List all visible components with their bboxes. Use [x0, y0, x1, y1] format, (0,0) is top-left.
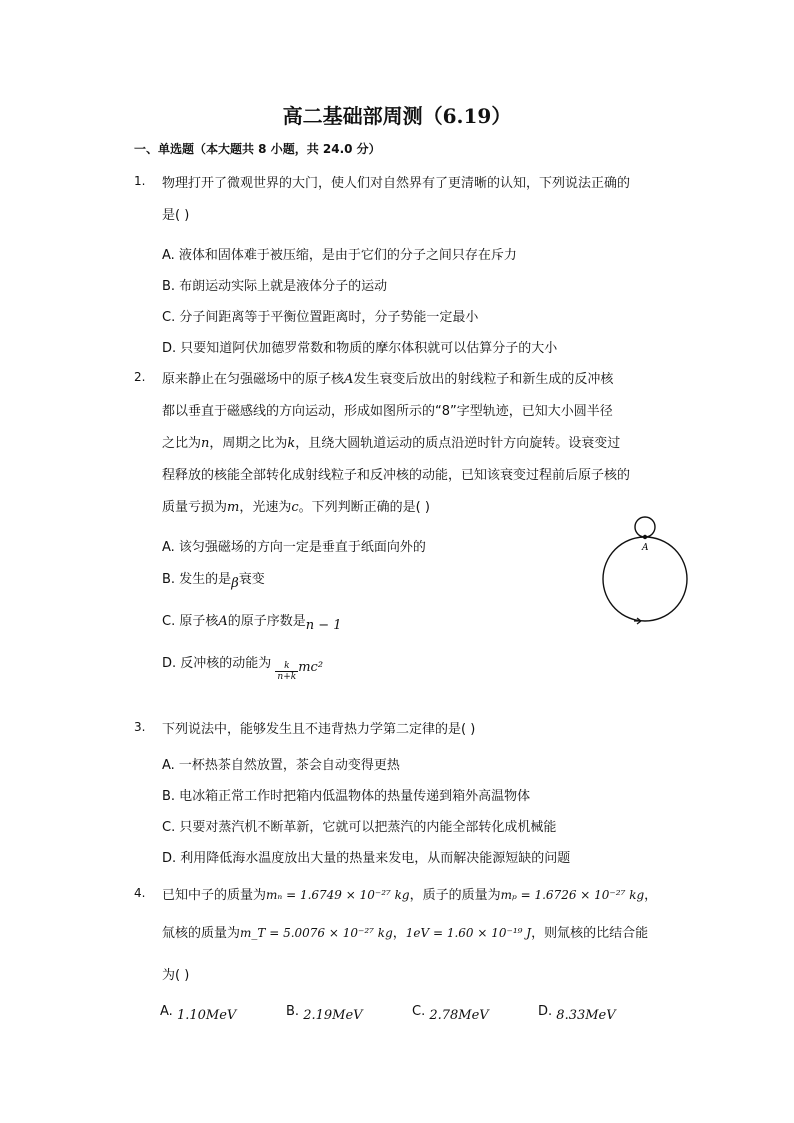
question-text-line: 质量亏损为m，光速为c。下列判断正确的是( )	[162, 500, 430, 515]
choice-c: C. 2.78MeV	[412, 1004, 489, 1023]
question-text-line: 是( )	[162, 208, 190, 223]
direction-arrow-icon	[634, 618, 641, 624]
option-d: D. 只要知道阿伏加德罗常数和物质的摩尔体积就可以估算分子的大小	[162, 341, 558, 356]
trajectory-diagram	[598, 512, 698, 642]
question-number: 2.	[134, 370, 146, 384]
answer-blank: ( )	[461, 722, 476, 737]
option-b: B. 电冰箱正常工作时把箱内低温物体的热量传递到箱外高温物体	[162, 789, 531, 804]
question-text-line: 为( )	[162, 968, 190, 983]
answer-blank: ( )	[415, 500, 430, 515]
answer-blank: ( )	[175, 208, 190, 223]
question-text-line: 都以垂直于磁感线的方向运动，形成如图所示的“8”字型轨迹，已知大小圆半径	[162, 404, 613, 419]
choice-d: D. 8.33MeV	[538, 1004, 616, 1023]
fraction: $\frac{k}{n+k}$	[277, 661, 297, 682]
section-heading: 一、单选题（本大题共 8 小题，共 24.0 分）	[134, 142, 381, 156]
option-b: B. 布朗运动实际上就是液体分子的运动	[162, 279, 388, 294]
option-d: D. 利用降低海水温度放出大量的热量来发电，从而解决能源短缺的问题	[162, 851, 571, 866]
point-a-marker	[643, 535, 647, 539]
small-circle-orbit	[635, 517, 655, 537]
option-c: C. 分子间距离等于平衡位置距离时，分子势能一定最小	[162, 310, 479, 325]
question-text-line: 程释放的核能全部转化成射线粒子和反冲核的动能，已知该衰变过程前后原子核的	[162, 468, 631, 483]
choice-b: B. 2.19MeV	[286, 1004, 363, 1023]
question-text-line: 物理打开了微观世界的大门，使人们对自然界有了更清晰的认知，下列说法正确的	[162, 176, 631, 191]
option-a: A. 一杯热茶自然放置，茶会自动变得更热	[162, 758, 400, 773]
question-text-line: 已知中子的质量为mₙ = 1.6749 × 10⁻²⁷ kg，质子的质量为mₚ = 1.6726 × 10⁻²⁷ kg，	[162, 888, 658, 903]
question-text-line: 原来静止在匀强磁场中的原子核A发生衰变后放出的射线粒子和新生成的反冲核	[162, 372, 614, 387]
question-text-line: 下列说法中，能够发生且不违背热力学第二定律的是( )	[162, 722, 476, 737]
question-text-line: 氚核的质量为m_T = 5.0076 × 10⁻²⁷ kg，1eV = 1.60 × 10⁻¹⁹ J，则氚核的比结合能	[162, 926, 649, 941]
option-a: A. 该匀强磁场的方向一定是垂直于纸面向外的	[162, 540, 426, 555]
choice-a: A. 1.10MeV	[160, 1004, 237, 1023]
question-text-line: 之比为n，周期之比为k，且绕大圆轨道运动的质点沿逆时针方向旋转。设衰变过	[162, 436, 621, 451]
question-number: 4.	[134, 886, 146, 900]
option-c: C. 原子核A的原子序数是n − 1	[162, 614, 342, 633]
answer-blank: ( )	[175, 968, 190, 983]
option-d: D. 反冲核的动能为 $\frac{k}{n+k}$ mc²	[162, 656, 324, 682]
option-b: B. 发生的是β衰变	[162, 572, 265, 591]
page-title: 高二基础部周测（6.19）	[282, 104, 512, 128]
option-a: A. 液体和固体难于被压缩，是由于它们的分子之间只存在斥力	[162, 248, 517, 263]
point-a-label: A	[642, 543, 649, 553]
question-number: 1.	[134, 174, 146, 188]
option-c: C. 只要对蒸汽机不断革新，它就可以把蒸汽的内能全部转化成机械能	[162, 820, 557, 835]
question-number: 3.	[134, 720, 146, 734]
answer-choices	[160, 1004, 680, 1028]
